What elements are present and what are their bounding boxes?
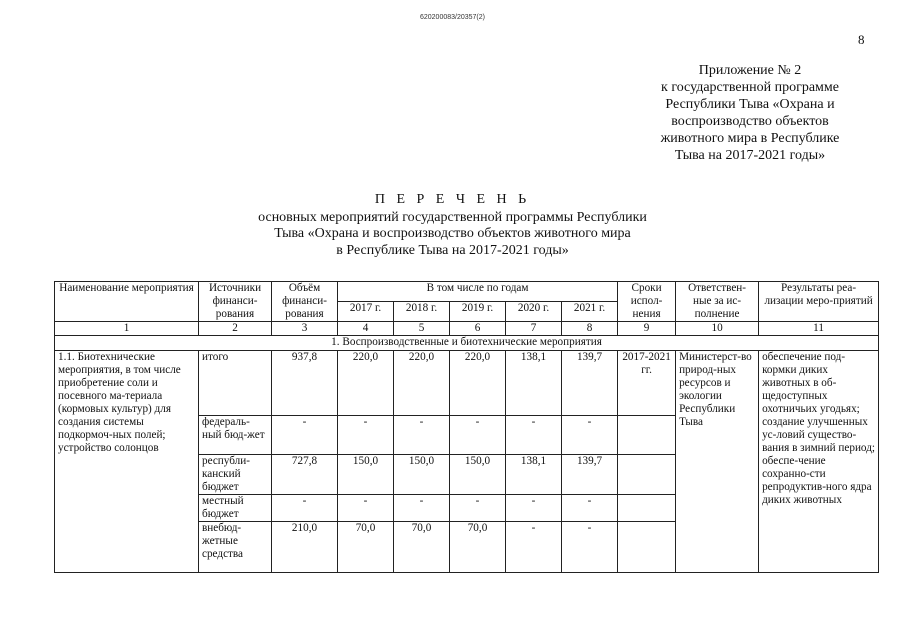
- table-row: [55, 351, 879, 416]
- column-number: 3: [272, 322, 338, 336]
- source-cell: итого: [199, 351, 272, 416]
- title-line: в Республике Тыва на 2017-2021 годы»: [336, 242, 569, 258]
- header-year: 2017 г.: [338, 302, 394, 322]
- year-value-cell: -: [338, 416, 394, 455]
- year-value-cell: 150,0: [338, 455, 394, 495]
- section-title: 1. Воспроизводственные и биотехнические мероприятия: [55, 336, 879, 351]
- activities-table: [54, 281, 879, 573]
- year-value-cell: 150,0: [394, 455, 450, 495]
- source-cell: республи-канский бюджет: [199, 455, 272, 495]
- term-empty-cell: [618, 495, 676, 522]
- year-value-cell: -: [450, 416, 506, 455]
- document-title: [180, 192, 725, 259]
- column-number: 2: [199, 322, 272, 336]
- year-value-cell: 70,0: [394, 522, 450, 573]
- page-number: 8: [858, 32, 865, 47]
- header-by-years: В том числе по годам: [338, 282, 618, 302]
- year-value-cell: 139,7: [562, 455, 618, 495]
- header-responsible: Ответствен-ные за ис-полнение: [676, 282, 759, 322]
- column-number: 9: [618, 322, 676, 336]
- year-value-cell: -: [338, 495, 394, 522]
- column-number: 8: [562, 322, 618, 336]
- title-heading: П Е Р Е Ч Е Н Ь: [374, 192, 531, 207]
- year-value-cell: 138,1: [506, 455, 562, 495]
- year-value-cell: 139,7: [562, 351, 618, 416]
- header-year: 2019 г.: [450, 302, 506, 322]
- title-line: основных мероприятий государственной программы Республики: [258, 209, 647, 225]
- section-row: [55, 336, 879, 351]
- year-value-cell: -: [562, 416, 618, 455]
- header-year: 2018 г.: [394, 302, 450, 322]
- volume-cell: 727,8: [272, 455, 338, 495]
- appendix-line: Приложение № 2: [698, 63, 802, 78]
- column-number: 6: [450, 322, 506, 336]
- column-number: 11: [759, 322, 879, 336]
- term-empty-cell: [618, 416, 676, 455]
- appendix-line: воспроизводство объектов: [671, 114, 829, 129]
- year-value-cell: 138,1: [506, 351, 562, 416]
- appendix-line: Тыва на 2017-2021 годы»: [674, 148, 826, 163]
- column-number: 4: [338, 322, 394, 336]
- year-value-cell: 220,0: [394, 351, 450, 416]
- volume-cell: 210,0: [272, 522, 338, 573]
- column-number: 1: [55, 322, 199, 336]
- year-value-cell: -: [562, 522, 618, 573]
- appendix-note: [600, 62, 900, 164]
- source-cell: федераль-ный бюд-жет: [199, 416, 272, 455]
- responsible-cell: Министерст-во природ-ных ресурсов и экологии Республики Тыва: [676, 351, 759, 573]
- document-id: 620200083/20357(2): [419, 14, 485, 21]
- term-empty-cell: [618, 522, 676, 573]
- volume-cell: -: [272, 416, 338, 455]
- title-line: Тыва «Охрана и воспроизводство объектов животного мира: [274, 226, 631, 241]
- year-value-cell: -: [506, 495, 562, 522]
- column-numbers-row: [55, 322, 879, 336]
- term-cell: 2017-2021 гг.: [618, 351, 676, 416]
- header-sources: Источники финанси-рования: [199, 282, 272, 322]
- column-number: 10: [676, 322, 759, 336]
- appendix-line: Республики Тыва «Охрана и: [665, 97, 835, 112]
- header-year: 2020 г.: [506, 302, 562, 322]
- header-name: Наименование мероприятия: [55, 282, 199, 322]
- volume-cell: -: [272, 495, 338, 522]
- appendix-line: животного мира в Республике: [660, 131, 840, 146]
- volume-cell: 937,8: [272, 351, 338, 416]
- source-cell: внебюд-жетные средства: [199, 522, 272, 573]
- result-cell: обеспечение под-кормки диких животных в об-щедоступных охотничьих угодьях; создание улучшенных ус-ловий существо-вания в зимний период; обеспе-чение сохранно-сти репродуктив-ного ядра диких животных: [759, 351, 879, 573]
- year-value-cell: -: [394, 495, 450, 522]
- year-value-cell: -: [450, 495, 506, 522]
- column-number: 5: [394, 322, 450, 336]
- header-year: 2021 г.: [562, 302, 618, 322]
- header-volume: Объём финанси-рования: [272, 282, 338, 322]
- year-value-cell: -: [394, 416, 450, 455]
- activity-name: 1.1. Биотехнические мероприятия, в том числе приобретение соли и посевного ма-териала (кормовых культур) для создания системы подкормоч-ных полей; устройство солонцов: [55, 351, 199, 573]
- column-number: 7: [506, 322, 562, 336]
- source-cell: местный бюджет: [199, 495, 272, 522]
- appendix-line: к государственной программе: [661, 80, 839, 95]
- year-value-cell: -: [506, 416, 562, 455]
- year-value-cell: 220,0: [338, 351, 394, 416]
- year-value-cell: 150,0: [450, 455, 506, 495]
- header-results: Результаты реа-лизации меро-приятий: [759, 282, 879, 322]
- year-value-cell: 70,0: [338, 522, 394, 573]
- year-value-cell: 70,0: [450, 522, 506, 573]
- header-terms: Сроки испол-нения: [618, 282, 676, 322]
- year-value-cell: -: [506, 522, 562, 573]
- term-empty-cell: [618, 455, 676, 495]
- header-row: [55, 282, 879, 302]
- year-value-cell: 220,0: [450, 351, 506, 416]
- year-value-cell: -: [562, 495, 618, 522]
